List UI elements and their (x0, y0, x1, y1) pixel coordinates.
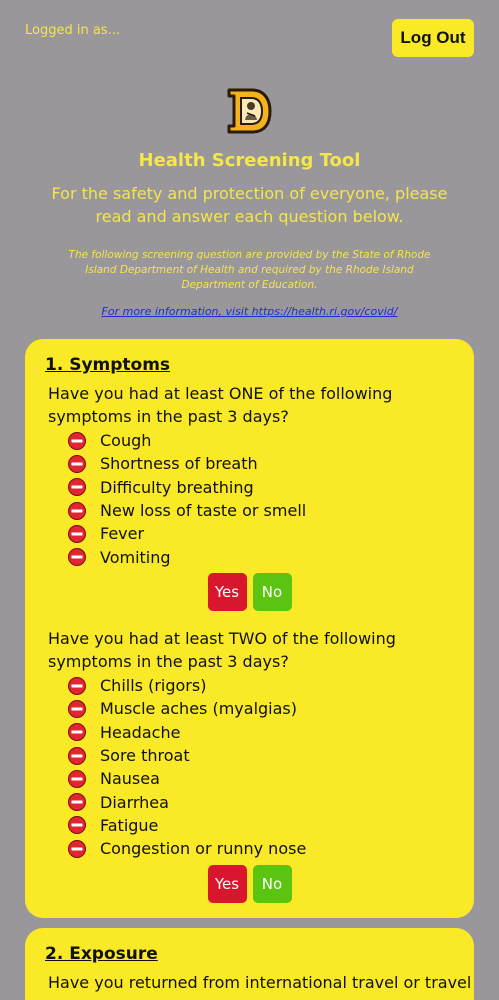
symptom-label: Congestion or runny nose (100, 839, 307, 859)
answer-row-2 (25, 865, 474, 903)
list-item (68, 744, 306, 767)
list-item (68, 476, 306, 499)
no-entry-icon (68, 747, 86, 765)
symptom-label: Difficulty breathing (100, 477, 254, 497)
exposure-card (25, 928, 474, 1000)
no-entry-icon (68, 793, 86, 811)
no-entry-icon (68, 816, 86, 834)
symptom-label: Vomiting (100, 547, 171, 567)
no-entry-icon (68, 502, 86, 520)
list-item (68, 814, 306, 837)
list-item (68, 674, 306, 697)
answer-row-1 (25, 573, 474, 611)
no-entry-icon (68, 770, 86, 788)
list-item (68, 790, 306, 813)
symptom-label: Shortness of breath (100, 454, 258, 474)
list-item (68, 721, 306, 744)
no-entry-icon (68, 700, 86, 718)
symptom-label: Fever (100, 524, 145, 544)
fine-print: The following screening question are provided by the State of Rhode Island Department of Health and required by the Rhode Island Department of Education. (68, 249, 431, 291)
symptoms-question-2: Have you had at least TWO of the following symptoms in the past 3 days? (48, 629, 396, 671)
list-item (68, 522, 306, 545)
exposure-heading: 2. Exposure (45, 944, 158, 964)
symptoms-heading: 1. Symptoms (45, 355, 171, 375)
symptoms-question-1: Have you had at least ONE of the following symptoms in the past 3 days? (48, 384, 393, 426)
symptoms-list-1 (68, 429, 306, 569)
logout-button[interactable]: Log Out (392, 19, 474, 57)
no-button[interactable]: No (253, 865, 292, 903)
no-entry-icon (68, 525, 86, 543)
intro-text: For the safety and protection of everyone, please read and answer each question below. (51, 184, 448, 226)
no-entry-icon (68, 840, 86, 858)
no-button[interactable]: No (253, 573, 292, 611)
symptom-label: Diarrhea (100, 792, 169, 812)
list-item (68, 545, 306, 568)
symptom-label: Chills (rigors) (100, 676, 207, 696)
no-entry-icon (68, 548, 86, 566)
symptom-label: Headache (100, 722, 181, 742)
yes-button[interactable]: Yes (208, 865, 247, 903)
school-logo (226, 86, 272, 136)
list-item (68, 499, 306, 522)
logged-in-text: Logged in as... (25, 23, 120, 38)
symptoms-list-2 (68, 674, 306, 860)
list-item (68, 429, 306, 452)
list-item (68, 452, 306, 475)
symptoms-card (25, 339, 474, 918)
symptom-label: Fatigue (100, 815, 159, 835)
no-entry-icon (68, 677, 86, 695)
symptom-label: Nausea (100, 769, 160, 789)
list-item (68, 767, 306, 790)
symptom-label: Muscle aches (myalgias) (100, 699, 297, 719)
no-entry-icon (68, 455, 86, 473)
symptom-label: New loss of taste or smell (100, 501, 307, 521)
symptom-label: Sore throat (100, 746, 190, 766)
no-entry-icon (68, 723, 86, 741)
yes-button[interactable]: Yes (208, 573, 247, 611)
list-item (68, 697, 306, 720)
no-entry-icon (68, 478, 86, 496)
more-info-link[interactable]: For more information, visit https://health.ri.gov/covid/ (101, 305, 398, 318)
list-item (68, 837, 306, 860)
exposure-question-1: Have you returned from international travel or travel (48, 973, 472, 992)
page-title: Health Screening Tool (138, 150, 361, 171)
no-entry-icon (68, 432, 86, 450)
symptom-label: Cough (100, 431, 152, 451)
